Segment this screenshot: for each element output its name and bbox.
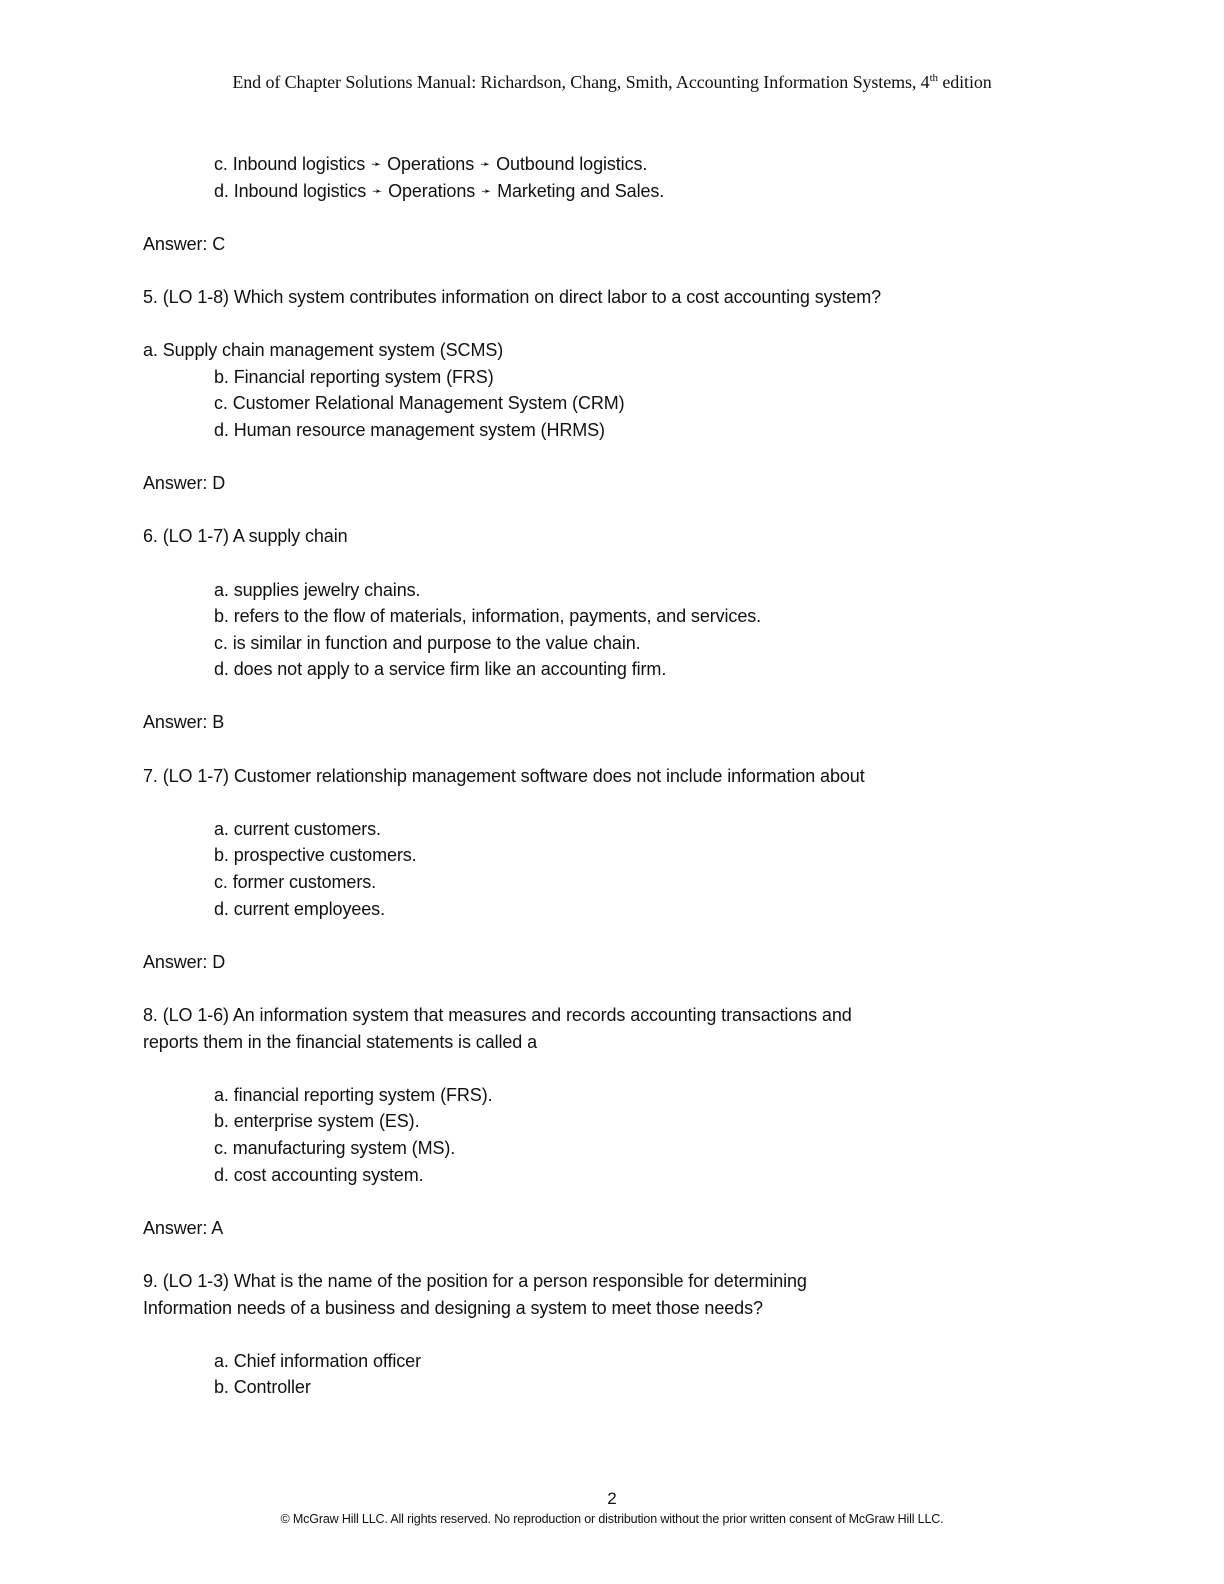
copyright-notice: © McGraw Hill LLC. All rights reserved. No reproduction or distribution without the prior written consent of McGraw Hill LLC. <box>280 1512 944 1526</box>
q8-option-c: c. manufacturing system (MS). <box>214 1137 456 1158</box>
q9-question-line2: Information needs of a business and designing a system to meet those needs? <box>143 1297 763 1318</box>
q6-answer: Answer: B <box>143 712 225 733</box>
q4-option-c-label: c. Inbound logistics <box>214 154 366 174</box>
q6-option-a: a. supplies jewelry chains. <box>214 579 421 600</box>
arrow-icon: ➛ <box>371 157 382 171</box>
q4-option-c-step3: Outbound logistics. <box>496 154 648 174</box>
q4-option-c <box>143 151 1103 178</box>
running-header <box>0 72 1224 93</box>
q5-question: 5. (LO 1-8) Which system contributes information on direct labor to a cost accounting system? <box>143 286 882 307</box>
q6-option-d: d. does not apply to a service firm like an accounting firm. <box>214 659 667 680</box>
header-title-superscript: th <box>929 72 938 84</box>
q7-option-b: b. prospective customers. <box>214 845 417 866</box>
q8-option-d: d. cost accounting system. <box>214 1164 424 1185</box>
header-title-main: End of Chapter Solutions Manual: Richardson, Chang, Smith, Accounting Information Systems, 4 <box>232 72 930 92</box>
q5-option-b: b. Financial reporting system (FRS) <box>214 366 494 387</box>
q8-option-a: a. financial reporting system (FRS). <box>214 1084 493 1105</box>
arrow-icon: ➛ <box>481 183 492 198</box>
q9-option-a: a. Chief information officer <box>214 1350 421 1371</box>
q6-option-b: b. refers to the flow of materials, information, payments, and services. <box>214 606 762 627</box>
q7-option-a: a. current customers. <box>214 818 381 839</box>
q4-option-d-label: d. Inbound logistics <box>214 180 367 201</box>
q8-question-line1: 8. (LO 1-6) An information system that measures and records accounting transactions and <box>143 1005 852 1025</box>
q7-question: 7. (LO 1-7) Customer relationship management software does not include information about <box>143 765 865 786</box>
q9-option-b: b. Controller <box>214 1377 311 1398</box>
q7-option-d: d. current employees. <box>214 898 385 919</box>
arrow-icon: ➛ <box>480 157 491 171</box>
q6-option-c: c. is similar in function and purpose to the value chain. <box>214 632 641 653</box>
q5-option-c: c. Customer Relational Management System (CRM) <box>214 393 625 414</box>
q5-option-d: d. Human resource management system (HRMS) <box>214 419 605 440</box>
q4-option-c-step2: Operations <box>387 154 475 174</box>
page-number: 2 <box>607 1489 617 1508</box>
q9-question-line1: 9. (LO 1-3) What is the name of the position for a person responsible for determining <box>143 1270 807 1291</box>
q4-option-d <box>143 178 1103 205</box>
q8-option-b: b. enterprise system (ES). <box>214 1111 420 1132</box>
page-footer <box>0 1488 1224 1528</box>
header-title-tail: edition <box>937 72 992 92</box>
q5-option-a: a. Supply chain management system (SCMS) <box>143 340 504 361</box>
q8-question-line2: reports them in the financial statements is called a <box>143 1031 537 1052</box>
q7-option-c: c. former customers. <box>214 872 377 893</box>
q7-answer: Answer: D <box>143 951 226 972</box>
q4-answer: Answer: C <box>143 233 226 254</box>
q4-option-d-step3: Marketing and Sales. <box>497 180 665 201</box>
document-body <box>143 151 1103 1401</box>
q5-answer: Answer: D <box>143 473 226 494</box>
q4-option-d-step2: Operations <box>388 180 476 201</box>
arrow-icon: ➛ <box>372 183 383 198</box>
q6-question: 6. (LO 1-7) A supply chain <box>143 526 348 547</box>
q8-answer: Answer: A <box>143 1217 224 1238</box>
